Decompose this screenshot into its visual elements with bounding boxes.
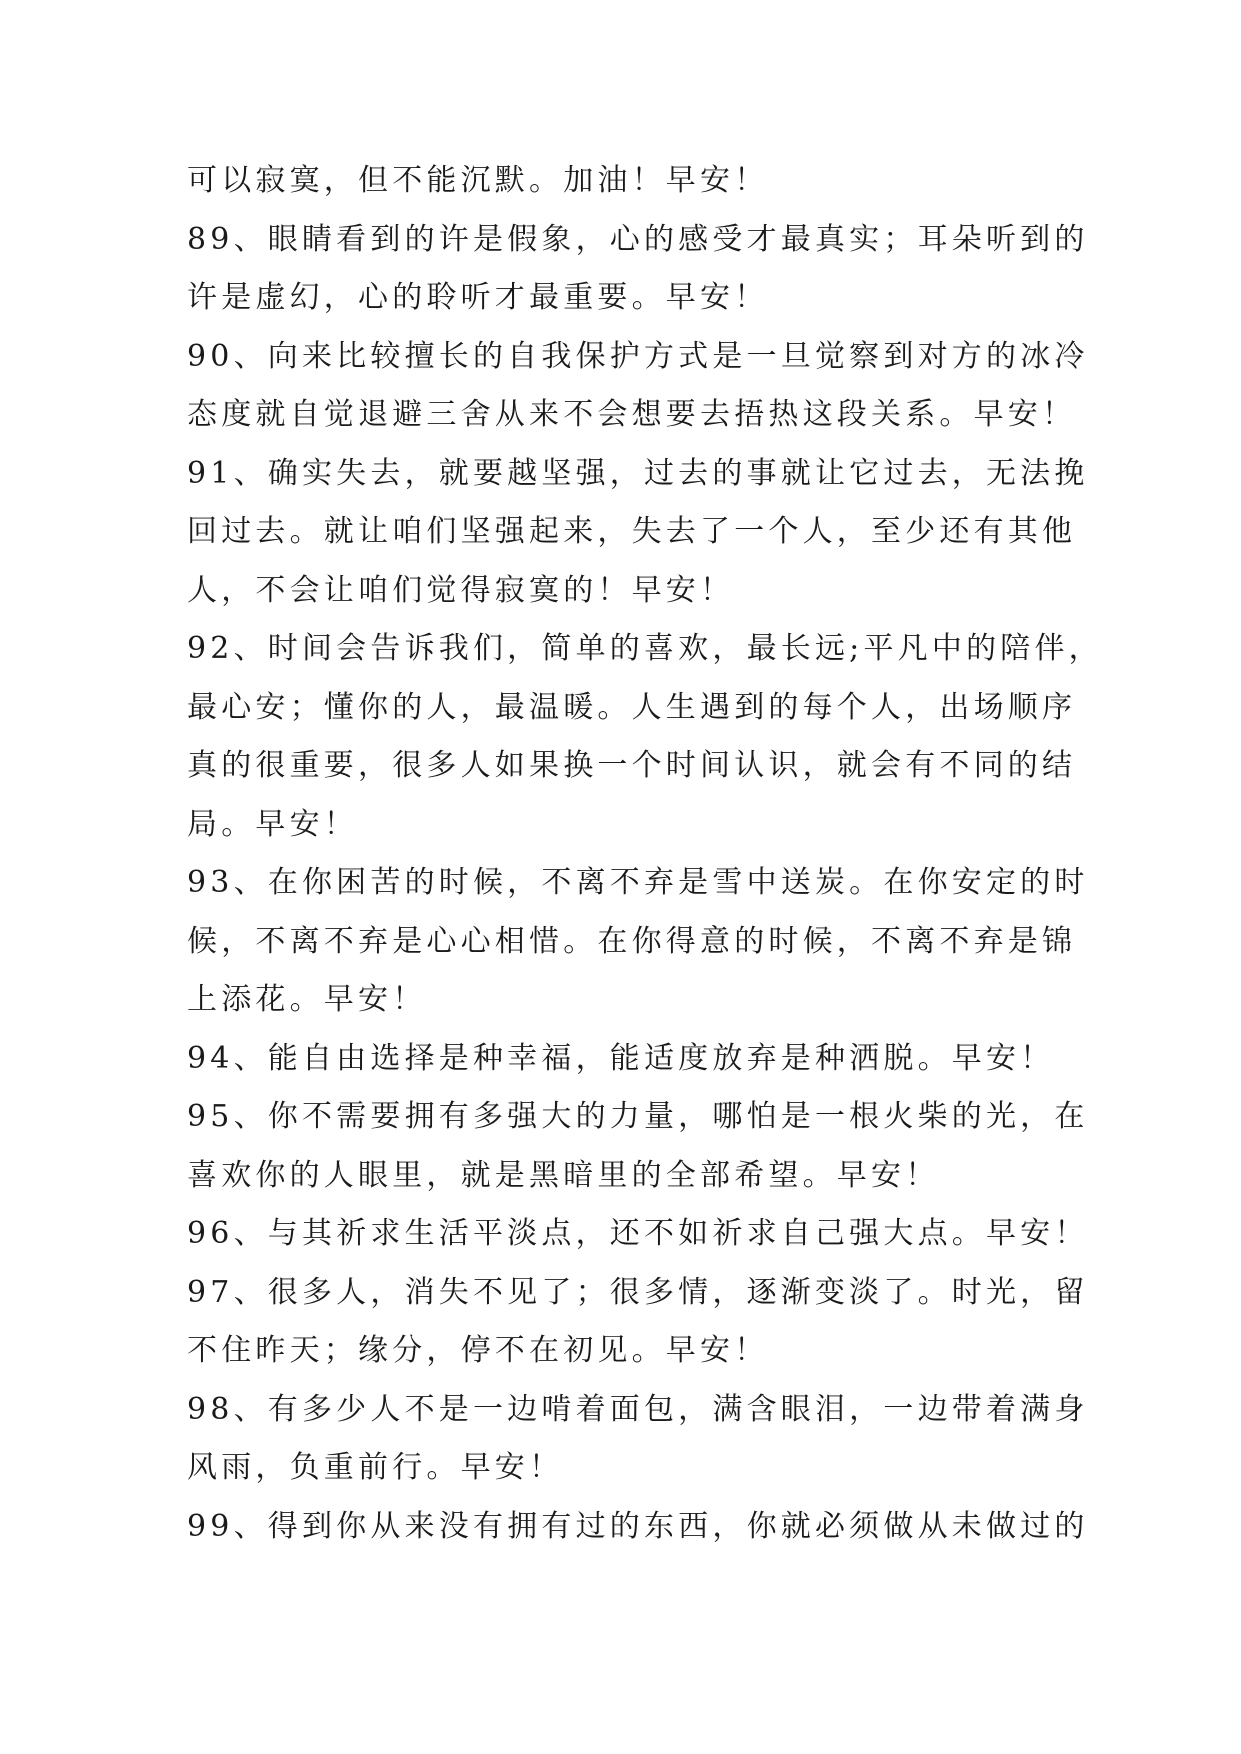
text-line: 95、你不需要拥有多强大的力量，哪怕是一根火柴的光，在	[187, 1099, 1089, 1134]
text-line: 真的很重要，很多人如果换一个时间认识，就会有不同的结	[187, 748, 1077, 783]
text-line: 91、确实失去，就要越坚强，过去的事就让它过去，无法挽	[187, 455, 1089, 491]
text-line: 89、眼睛看到的许是假象，心的感受才最真实；耳朵听到的	[187, 221, 1089, 257]
text-line: 97、很多人，消失不见了；很多情，逐渐变淡了。时光，留	[187, 1274, 1089, 1310]
text-line: 96、与其祈求生活平淡点，还不如祈求自己强大点。早安！	[187, 1216, 1089, 1251]
text-line: 喜欢你的人眼里，就是黑暗里的全部希望。早安！	[187, 1157, 940, 1193]
text-line: 回过去。就让咱们坚强起来，失去了一个人，至少还有其他	[187, 514, 1077, 549]
text-line: 态度就自觉退避三舍从来不会想要去捂热这段关系。早安！	[187, 397, 1077, 432]
text-line: 最心安；懂你的人，最温暖。人生遇到的每个人，出场顺序	[187, 689, 1077, 725]
text-line: 候，不离不弃是心心相惜。在你得意的时候，不离不弃是锦	[187, 923, 1077, 959]
text-line: 上添花。早安！	[187, 982, 427, 1017]
text-line: 局。早安！	[187, 806, 358, 842]
text-line: 不住昨天；缘分，停不在初见。早安！	[187, 1333, 769, 1368]
text-line: 94、能自由选择是种幸福，能适度放弃是种洒脱。早安！	[187, 1040, 1055, 1076]
text-line: 98、有多少人不是一边啃着面包，满含眼泪，一边带着满身	[187, 1391, 1089, 1427]
text-line: 99、得到你从来没有拥有过的东西，你就必须做从未做过的	[187, 1508, 1089, 1544]
text-line: 93、在你困苦的时候，不离不弃是雪中送炭。在你安定的时	[187, 865, 1089, 900]
text-line: 许是虚幻，心的聆听才最重要。早安！	[187, 280, 769, 315]
text-line: 90、向来比较擅长的自我保护方式是一旦觉察到对方的冰冷	[187, 338, 1089, 374]
text-line: 可以寂寞，但不能沉默。加油！早安！	[187, 163, 769, 198]
document-body	[187, 152, 1103, 1556]
text-line: 人，不会让咱们觉得寂寞的！早安！	[187, 572, 735, 608]
text-line: 92、时间会告诉我们，简单的喜欢，最长远;平凡中的陪伴，	[187, 631, 1103, 666]
text-line: 风雨，负重前行。早安！	[187, 1450, 564, 1485]
